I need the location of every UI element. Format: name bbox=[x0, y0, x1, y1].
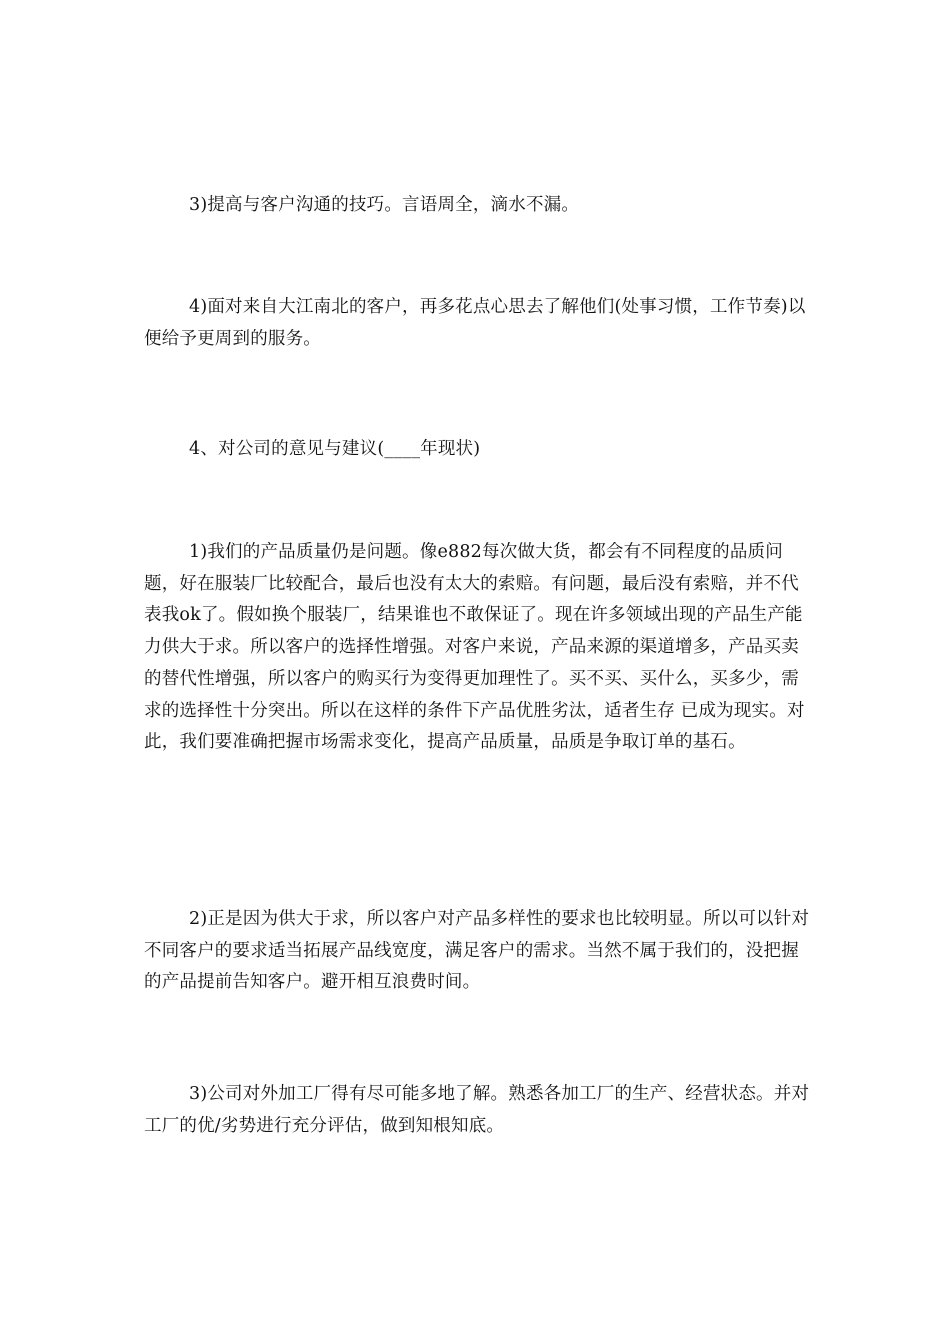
paragraph-customer-habits: 4)面对来自大江南北的客户，再多花点心思去了解他们(处事习惯，工作节奏)以便给予更周到的服务。 bbox=[144, 297, 806, 349]
section-heading-suggestions: 4、对公司的意见与建议(____年现状) bbox=[189, 439, 481, 459]
paragraph-product-quality: 1)我们的产品质量仍是问题。像e882每次做大货，都会有不同程度的品质问题，好在服装厂比较配合，最后也没有太大的索赔。有问题，最后没有索赔，并不代表我ok了。假如换个服装厂，结果谁也不敢保证了。现在许多领域出现的产品生产能力供大于求。所以客户的选择性增强。对客户来说，产品来源的渠道增多，产品买卖的替代性增强，所以客户的购买行为变得更加理性了。买不买、买什么，买多少，需求的选择性十分突出。所以在这样的条件下产品优胜劣汰，适者生存 已成为现实。对此，我们要准确把握市场需求变化，提高产品质量，品质是争取订单的基石。 bbox=[144, 542, 805, 753]
paragraph-factory-knowledge: 3)公司对外加工厂得有尽可能多地了解。熟悉各加工厂的生产、经营状态。并对工厂的优/劣势进行充分评估，做到知根知底。 bbox=[144, 1084, 810, 1136]
paragraph-communication-skills: 3)提高与客户沟通的技巧。言语周全，滴水不漏。 bbox=[189, 195, 580, 215]
paragraph-product-diversity: 2)正是因为供大于求，所以客户对产品多样性的要求也比较明显。所以可以针对不同客户的要求适当拓展产品线宽度，满足客户的需求。当然不属于我们的，没把握的产品提前告知客户。避开相互浪费时间。 bbox=[144, 909, 810, 993]
